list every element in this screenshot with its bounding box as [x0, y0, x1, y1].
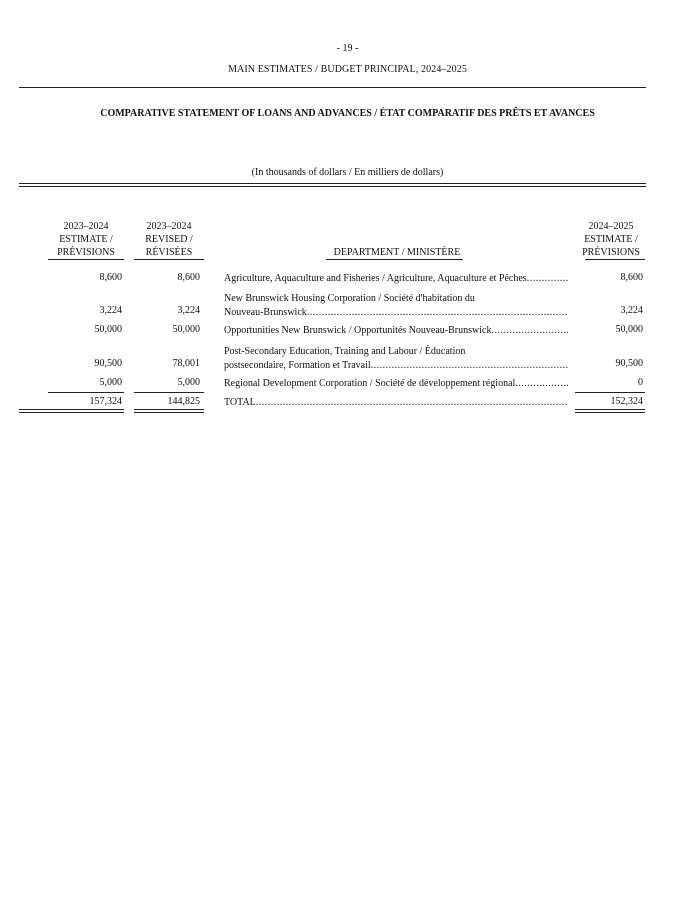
estimate-2023-2024-value: 50,000	[94, 324, 122, 335]
department-line: Nouveau-Brunswick	[224, 307, 307, 318]
column-header-line: DEPARTMENT / MINISTÈRE	[333, 247, 461, 258]
total-estimate-2023-2024: 157,324	[89, 396, 122, 407]
subtotal-rule	[575, 392, 645, 393]
department-line: Post-Secondary Education, Training and Labour / Éducation	[224, 346, 466, 357]
department-line: Opportunities New Brunswick / Opportunités Nouveau-Brunswick	[224, 325, 492, 336]
total-double-rule	[575, 409, 645, 410]
department-line: New Brunswick Housing Corporation / Société d'habitation du	[224, 293, 475, 304]
dot-leader	[515, 377, 568, 391]
column-header-line: REVISED /	[145, 234, 193, 245]
units-note: (In thousands of dollars / En milliers de dollars)	[251, 167, 444, 178]
department-line: Regional Development Corporation / Société de développement régional	[224, 378, 516, 389]
column-header-underline	[585, 259, 645, 260]
total-estimate-2024-2025: 152,324	[610, 396, 643, 407]
estimate-2024-2025-value: 3,224	[620, 305, 643, 316]
header-rule	[19, 87, 646, 88]
department-name	[224, 377, 568, 391]
subtotal-rule	[48, 392, 124, 393]
estimate-2024-2025-value: 0	[638, 377, 643, 388]
column-header-line: RÉVISÉES	[145, 247, 193, 258]
page-number: - 19 -	[336, 43, 359, 54]
revised-2023-2024-value: 5,000	[177, 377, 200, 388]
department-name	[224, 272, 568, 286]
department-name	[224, 345, 568, 373]
column-header-line: 2023–2024	[146, 221, 192, 232]
total-label	[224, 396, 568, 410]
column-header-estimate-2023-2024	[48, 220, 124, 259]
department-line: Agriculture, Aquaculture and Fisheries / Agriculture, Aquaculture et Pêches	[224, 273, 527, 284]
column-header-line: 2024–2025	[588, 221, 634, 232]
estimate-2024-2025-value: 50,000	[615, 324, 643, 335]
total-double-rule	[19, 409, 124, 410]
revised-2023-2024-value: 78,001	[172, 358, 200, 369]
dot-leader	[491, 324, 568, 338]
revised-2023-2024-value: 50,000	[172, 324, 200, 335]
statement-title: COMPARATIVE STATEMENT OF LOANS AND ADVANCES / ÉTAT COMPARATIF DES PRÊTS ET AVANCES	[100, 108, 595, 119]
total-double-rule	[134, 412, 204, 413]
dot-leader	[371, 359, 568, 373]
estimate-2023-2024-value: 5,000	[99, 377, 122, 388]
dot-leader	[307, 306, 568, 320]
column-header-line: ESTIMATE /	[59, 234, 113, 245]
total-label-text: TOTAL	[224, 397, 256, 408]
department-name	[224, 324, 568, 338]
revised-2023-2024-value: 8,600	[177, 272, 200, 283]
column-header-underline	[48, 259, 124, 260]
dot-leader	[527, 272, 568, 286]
column-header-line: ESTIMATE /	[584, 234, 638, 245]
subtotal-rule	[134, 392, 204, 393]
table-top-rule-double	[19, 186, 646, 187]
column-header-line: PRÉVISIONS	[582, 247, 640, 258]
department-line: postsecondaire, Formation et Travail	[224, 360, 371, 371]
estimate-2024-2025-value: 90,500	[615, 358, 643, 369]
document-header: MAIN ESTIMATES / BUDGET PRINCIPAL, 2024–2025	[228, 64, 467, 75]
estimate-2023-2024-value: 90,500	[94, 358, 122, 369]
column-header-line: 2023–2024	[63, 221, 109, 232]
column-header-department	[222, 246, 572, 259]
total-double-rule	[134, 409, 204, 410]
department-name	[224, 292, 568, 320]
column-header-revised-2023-2024	[134, 220, 204, 259]
estimate-2024-2025-value: 8,600	[620, 272, 643, 283]
column-header-line: PRÉVISIONS	[57, 247, 115, 258]
revised-2023-2024-value: 3,224	[177, 305, 200, 316]
table-top-rule	[19, 183, 646, 184]
dot-leader	[256, 396, 568, 410]
total-revised-2023-2024: 144,825	[167, 396, 200, 407]
total-double-rule	[575, 412, 645, 413]
column-header-estimate-2024-2025	[575, 220, 647, 259]
column-header-underline	[326, 259, 463, 260]
column-header-underline	[134, 259, 204, 260]
total-double-rule	[19, 412, 124, 413]
estimate-2023-2024-value: 8,600	[99, 272, 122, 283]
estimate-2023-2024-value: 3,224	[99, 305, 122, 316]
